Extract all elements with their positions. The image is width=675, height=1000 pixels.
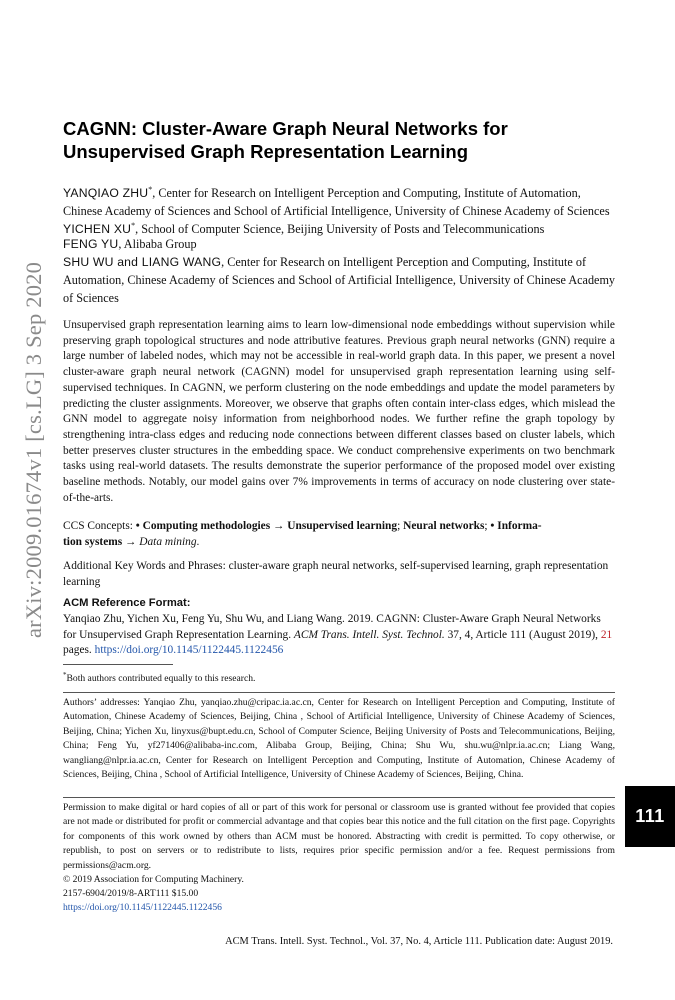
- page-number-badge: [625, 786, 675, 847]
- author-affiliation: , School of Computer Science, Beijing University of Posts and Telecommunications: [135, 222, 545, 236]
- author-block-1: [63, 181, 623, 220]
- permission-notice: Permission to make digital or hard copies of all or part of this work for personal or classroom use is granted without fee provided that copies are not made or distributed for profit or commercial advantage and that copies bear this notice and the full citation on the first page. Copyrights for components of this work owned by others than ACM must be honored. Abstracting with credit is permitted. To copy otherwise, or republish, to post on servers or to redistribute to lists, requires prior specific permission and/or a fee. Request permissions from permissions@acm.org.: [63, 802, 615, 871]
- acm-reference-heading: ACM Reference Format:: [63, 597, 191, 609]
- footnote: [63, 668, 615, 687]
- acm-reference-journal: ACM Trans. Intell. Syst. Technol.: [293, 628, 445, 641]
- ccs-concept: Computing methodologies: [142, 520, 271, 532]
- author-affiliation: , Center for Research on Intelligent Perception and Computing, Institute of Automation, Chinese Academy of Sciences and School of Artificial Intelligence, University of Chinese Academy of Sciences: [63, 255, 616, 305]
- ccs-concept: Unsupervised learning: [287, 520, 398, 532]
- page-number: 111: [635, 806, 665, 826]
- permission-rule: [63, 797, 615, 798]
- paper-title: [63, 117, 623, 163]
- ccs-end: .: [196, 535, 200, 548]
- ccs-arrow: →: [270, 520, 288, 532]
- pages-link[interactable]: 21: [600, 628, 613, 641]
- author-name: SHU WU and LIANG WANG: [63, 255, 222, 269]
- author-name: YANQIAO ZHU: [63, 186, 149, 200]
- ccs-label: CCS Concepts:: [63, 520, 136, 532]
- ccs-concept: Data mining: [139, 535, 197, 548]
- addresses-rule: [63, 692, 615, 693]
- author-mark: *: [131, 221, 136, 230]
- copyright: © 2019 Association for Computing Machinery.: [63, 874, 244, 885]
- ccs-separator: ;: [484, 520, 491, 532]
- author-block-3: [63, 235, 623, 253]
- ccs-bullet: •: [135, 520, 143, 532]
- abstract: Unsupervised graph representation learning aims to learn low-dimensional node embeddings without supervision while preserving graph topological structures and node attributive features. Previous graph neural networks (GNN) require a large number of labeled nodes, which may not be accessible in real-world graph data. In this paper, we present a novel cluster-aware graph neural network (CAGNN) model for unsupervised graph representation learning using self-supervised techniques. In CAGNN, we perform clustering on the node embeddings and update the model parameters by predicting the cluster assignments. Moreover, we observe that graphs often contain inter-class edges, which mislead the GNN model to aggregate noisy information from neighborhood nodes. We further refine the graph topology by strengthening intra-class edges and reducing node connections between different classes based on cluster labels, which better preserves cluster structures in the embedding space. We conduct comprehensive experiments on two benchmark tasks using real-world datasets. The results demonstrate the superior performance of the proposed model over existing baseline methods. Notably, our model gains over 7% improvements in terms of accuracy on node clustering over state-of-the-arts.: [63, 319, 615, 504]
- doi-footer: [63, 901, 615, 915]
- title-line-2: Unsupervised Graph Representation Learning: [63, 141, 469, 162]
- running-footer: ACM Trans. Intell. Syst. Technol., Vol. 37, No. 4, Article 111. Publication date: August 2019.: [225, 936, 613, 947]
- author-name: YICHEN XU: [63, 222, 132, 236]
- author-mark: *: [148, 185, 153, 194]
- ccs-bullet: •: [490, 520, 498, 532]
- arxiv-stamp-text: arXiv:2009.01674v1 [cs.LG] 3 Sep 2020: [21, 261, 47, 639]
- acm-reference-details: 37, 4, Article 111 (August 2019),: [444, 628, 601, 641]
- title-line-1: CAGNN: Cluster-Aware Graph Neural Networks for: [63, 118, 508, 139]
- author-affiliation: , Center for Research on Intelligent Perception and Computing, Institute of Automation, Chinese Academy of Sciences and School of Artificial Intelligence, University of Chinese Academy of Sciences: [63, 186, 610, 218]
- acm-reference-pages-suffix: pages.: [63, 644, 95, 657]
- footnote-rule: [63, 664, 173, 665]
- issn: 2157-6904/2019/8-ART111 $15.00: [63, 888, 199, 899]
- author-block-4: [63, 253, 623, 307]
- ccs-concept: Informa-: [497, 520, 542, 532]
- ccs-concept: tion systems: [63, 535, 123, 548]
- authors-addresses: Authors’ addresses: Yanqiao Zhu, yanqiao.zhu@cripac.ia.ac.cn, Center for Research on Intelligent Perception and Computing, Institute of Automation, Chinese Academy of Sciences, Beijing, China , School of Artificial Intelligence, University of Chinese Academy of Sciences, Beijing, China; Yichen Xu, linyxus@bupt.edu.cn, School of Computer Science, Beijing University of Posts and Telecommunications, Beijing, China; Feng Yu, yf271406@alibaba-inc.com, Alibaba Group, Beijing, China; Shu Wu, shu.wu@nlpr.ia.ac.cn; Liang Wang, wangliang@nlpr.ia.ac.cn, Center for Research on Intelligent Perception and Computing, Institute of Automation, Chinese Academy of Sciences, Beijing, China , School of Artificial Intelligence, University of Chinese Academy of Sciences, Beijing, China.: [63, 697, 615, 781]
- footnote-mark: *: [63, 671, 67, 679]
- ccs-separator: ;: [397, 520, 404, 532]
- author-affiliation: , Alibaba Group: [118, 237, 197, 251]
- doi-link[interactable]: https://doi.org/10.1145/1122445.1122456: [94, 644, 284, 657]
- doi-footer-link[interactable]: https://doi.org/10.1145/1122445.1122456: [63, 902, 222, 913]
- acm-reference-text: Yanqiao Zhu, Yichen Xu, Feng Yu, Shu Wu, and Liang Wang. 2019. CAGNN: Cluster-Aware Graph Neural Networks for Unsupervised Graph Representation Learning.: [63, 613, 601, 641]
- ccs-arrow: →: [122, 535, 140, 548]
- ccs-concept: Neural networks: [403, 520, 485, 532]
- author-name: FENG YU: [63, 237, 119, 251]
- arxiv-stamp: [14, 200, 54, 700]
- keywords: Additional Key Words and Phrases: cluster-aware graph neural networks, self-supervised learning, graph representation learning: [63, 560, 609, 588]
- acm-reference: [63, 612, 615, 659]
- ccs-concepts: [63, 519, 615, 550]
- footnote-text: Both authors contributed equally to this research.: [66, 673, 256, 685]
